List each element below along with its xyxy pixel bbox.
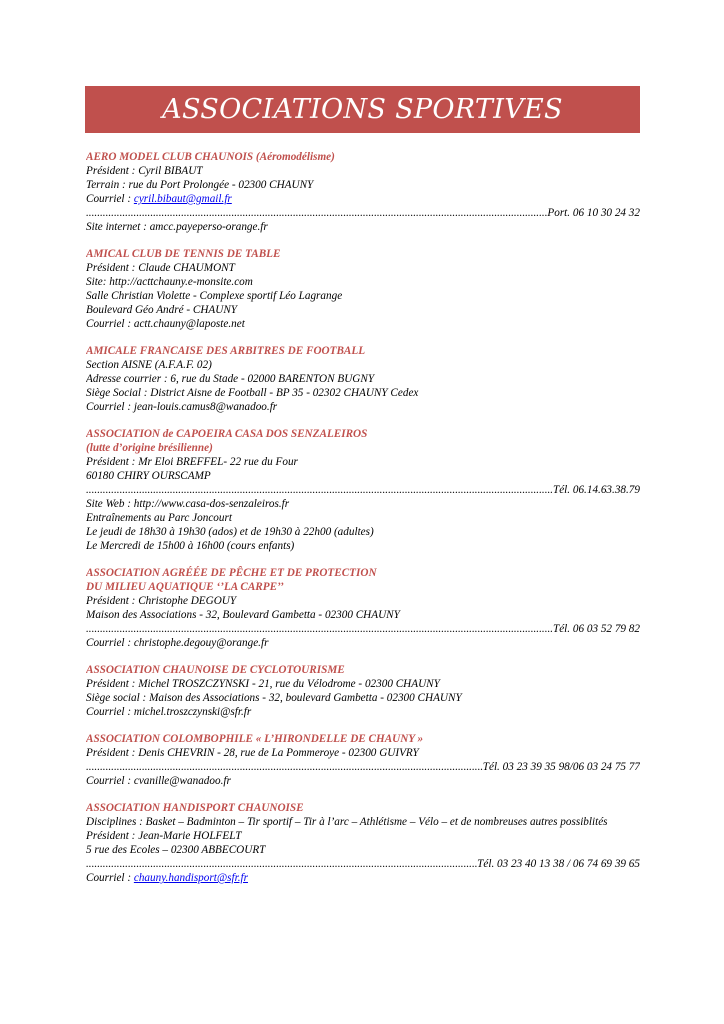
- info-line: Adresse courrier : 6, rue du Stade - 02000 BARENTON BUGNY: [86, 373, 375, 385]
- email-link[interactable]: chauny.handisport@sfr.fr: [133, 872, 248, 884]
- info-line: Siège social : Maison des Associations - 32, boulevard Gambetta - 02300 CHAUNY: [86, 692, 462, 704]
- association-entry: [86, 566, 640, 650]
- email-line: [86, 871, 640, 885]
- info-line: Courriel : jean-louis.camus8@wanadoo.fr: [86, 401, 278, 413]
- association-entry: [86, 150, 640, 234]
- phone-line: [86, 760, 640, 774]
- dot-leader: [86, 760, 483, 774]
- association-entry: [86, 344, 640, 414]
- info-line: Site internet : amcc.payeperso-orange.fr: [86, 221, 268, 233]
- association-entry: [86, 663, 640, 719]
- association-name: DU MILIEU AQUATIQUE ‘’LA CARPE’’: [86, 581, 284, 593]
- dot-leader: [86, 857, 477, 871]
- email-label: Courriel :: [86, 193, 134, 205]
- association-name: ASSOCIATION AGRÉÉE DE PÊCHE ET DE PROTECTION: [86, 567, 377, 579]
- info-line: Le Mercredi de 15h00 à 16h00 (cours enfants): [86, 540, 295, 552]
- association-name: ASSOCIATION HANDISPORT CHAUNOISE: [86, 802, 304, 814]
- association-name: AMICAL CLUB DE TENNIS DE TABLE: [86, 248, 281, 260]
- info-line: Salle Christian Violette - Complexe sportif Léo Lagrange: [86, 290, 343, 302]
- info-line: Section AISNE (A.F.A.F. 02): [86, 359, 212, 371]
- info-line: 5 rue des Ecoles – 02300 ABBECOURT: [86, 844, 266, 856]
- info-line: Site Web : http://www.casa-dos-senzaleiros.fr: [86, 498, 290, 510]
- association-name: ASSOCIATION de CAPOEIRA CASA DOS SENZALEIROS: [86, 428, 368, 440]
- email-line: [86, 192, 640, 206]
- phone-line: [86, 622, 640, 636]
- phone-line: [86, 206, 640, 220]
- info-line: Président : Cyril BIBAUT: [86, 165, 203, 177]
- phone-line: [86, 857, 640, 871]
- info-line: Président : Michel TROSZCZYNSKI - 21, rue du Vélodrome - 02300 CHAUNY: [86, 678, 440, 690]
- association-entry: [86, 801, 640, 885]
- info-line: Courriel : michel.troszczynski@sfr.fr: [86, 706, 252, 718]
- association-entry: [86, 427, 640, 553]
- info-line: Le jeudi de 18h30 à 19h30 (ados) et de 19h30 à 22h00 (adultes): [86, 526, 374, 538]
- association-name: ASSOCIATION CHAUNOISE DE CYCLOTOURISME: [86, 664, 345, 676]
- phone-number: Port. 06 10 30 24 32: [547, 207, 640, 219]
- dot-leader: [86, 622, 553, 636]
- phone-number: Tél. 03 23 40 13 38 / 06 74 69 39 65: [477, 858, 640, 870]
- info-line: Président : Denis CHEVRIN - 28, rue de La Pommeroye - 02300 GUIVRY: [86, 747, 419, 759]
- info-line: Entraînements au Parc Joncourt: [86, 512, 232, 524]
- page-title: ASSOCIATIONS SPORTIVES: [162, 94, 563, 125]
- phone-number: Tél. 03 23 39 35 98/06 03 24 75 77: [482, 761, 640, 773]
- email-label: Courriel :: [86, 872, 134, 884]
- association-name: AMICALE FRANCAISE DES ARBITRES DE FOOTBALL: [86, 345, 366, 357]
- info-line: Siège Social : District Aisne de Football - BP 35 - 02302 CHAUNY Cedex: [86, 387, 419, 399]
- association-entry: [86, 247, 640, 331]
- dot-leader: [86, 206, 547, 220]
- info-line: Maison des Associations - 32, Boulevard Gambetta - 02300 CHAUNY: [86, 609, 400, 621]
- phone-number: Tél. 06.14.63.38.79: [552, 484, 640, 496]
- dot-leader: [86, 483, 553, 497]
- info-line: Président : Christophe DEGOUY: [86, 595, 237, 607]
- association-entry: [86, 732, 640, 788]
- phone-line: [86, 483, 640, 497]
- info-line: Président : Mr Eloi BREFFEL- 22 rue du Four: [86, 456, 298, 468]
- info-line: Courriel : actt.chauny@laposte.net: [86, 318, 245, 330]
- info-line: Président : Jean-Marie HOLFELT: [86, 830, 242, 842]
- info-line: Terrain : rue du Port Prolongée - 02300 CHAUNY: [86, 179, 314, 191]
- info-line: Courriel : christophe.degouy@orange.fr: [86, 637, 269, 649]
- info-line: Disciplines : Basket – Badminton – Tir sportif – Tir à l’arc – Athlétisme – Vélo – et de nombreuses autres possiblités: [86, 816, 608, 828]
- association-list: [86, 150, 640, 898]
- info-line: Président : Claude CHAUMONT: [86, 262, 235, 274]
- info-line: 60180 CHIRY OURSCAMP: [86, 470, 211, 482]
- association-name: AERO MODEL CLUB CHAUNOIS (Aéromodélisme): [86, 151, 335, 163]
- phone-number: Tél. 06 03 52 79 82: [552, 623, 640, 635]
- association-name: (lutte d’origine brésilienne): [86, 442, 213, 454]
- association-name: ASSOCIATION COLOMBOPHILE « L’HIRONDELLE DE CHAUNY »: [86, 733, 424, 745]
- info-line: Site: http://acttchauny.e-monsite.com: [86, 276, 253, 288]
- title-banner: [85, 86, 640, 133]
- email-link[interactable]: cyril.bibaut@gmail.fr: [133, 193, 232, 205]
- info-line: Boulevard Géo André - CHAUNY: [86, 304, 238, 316]
- info-line: Courriel : cvanille@wanadoo.fr: [86, 775, 231, 787]
